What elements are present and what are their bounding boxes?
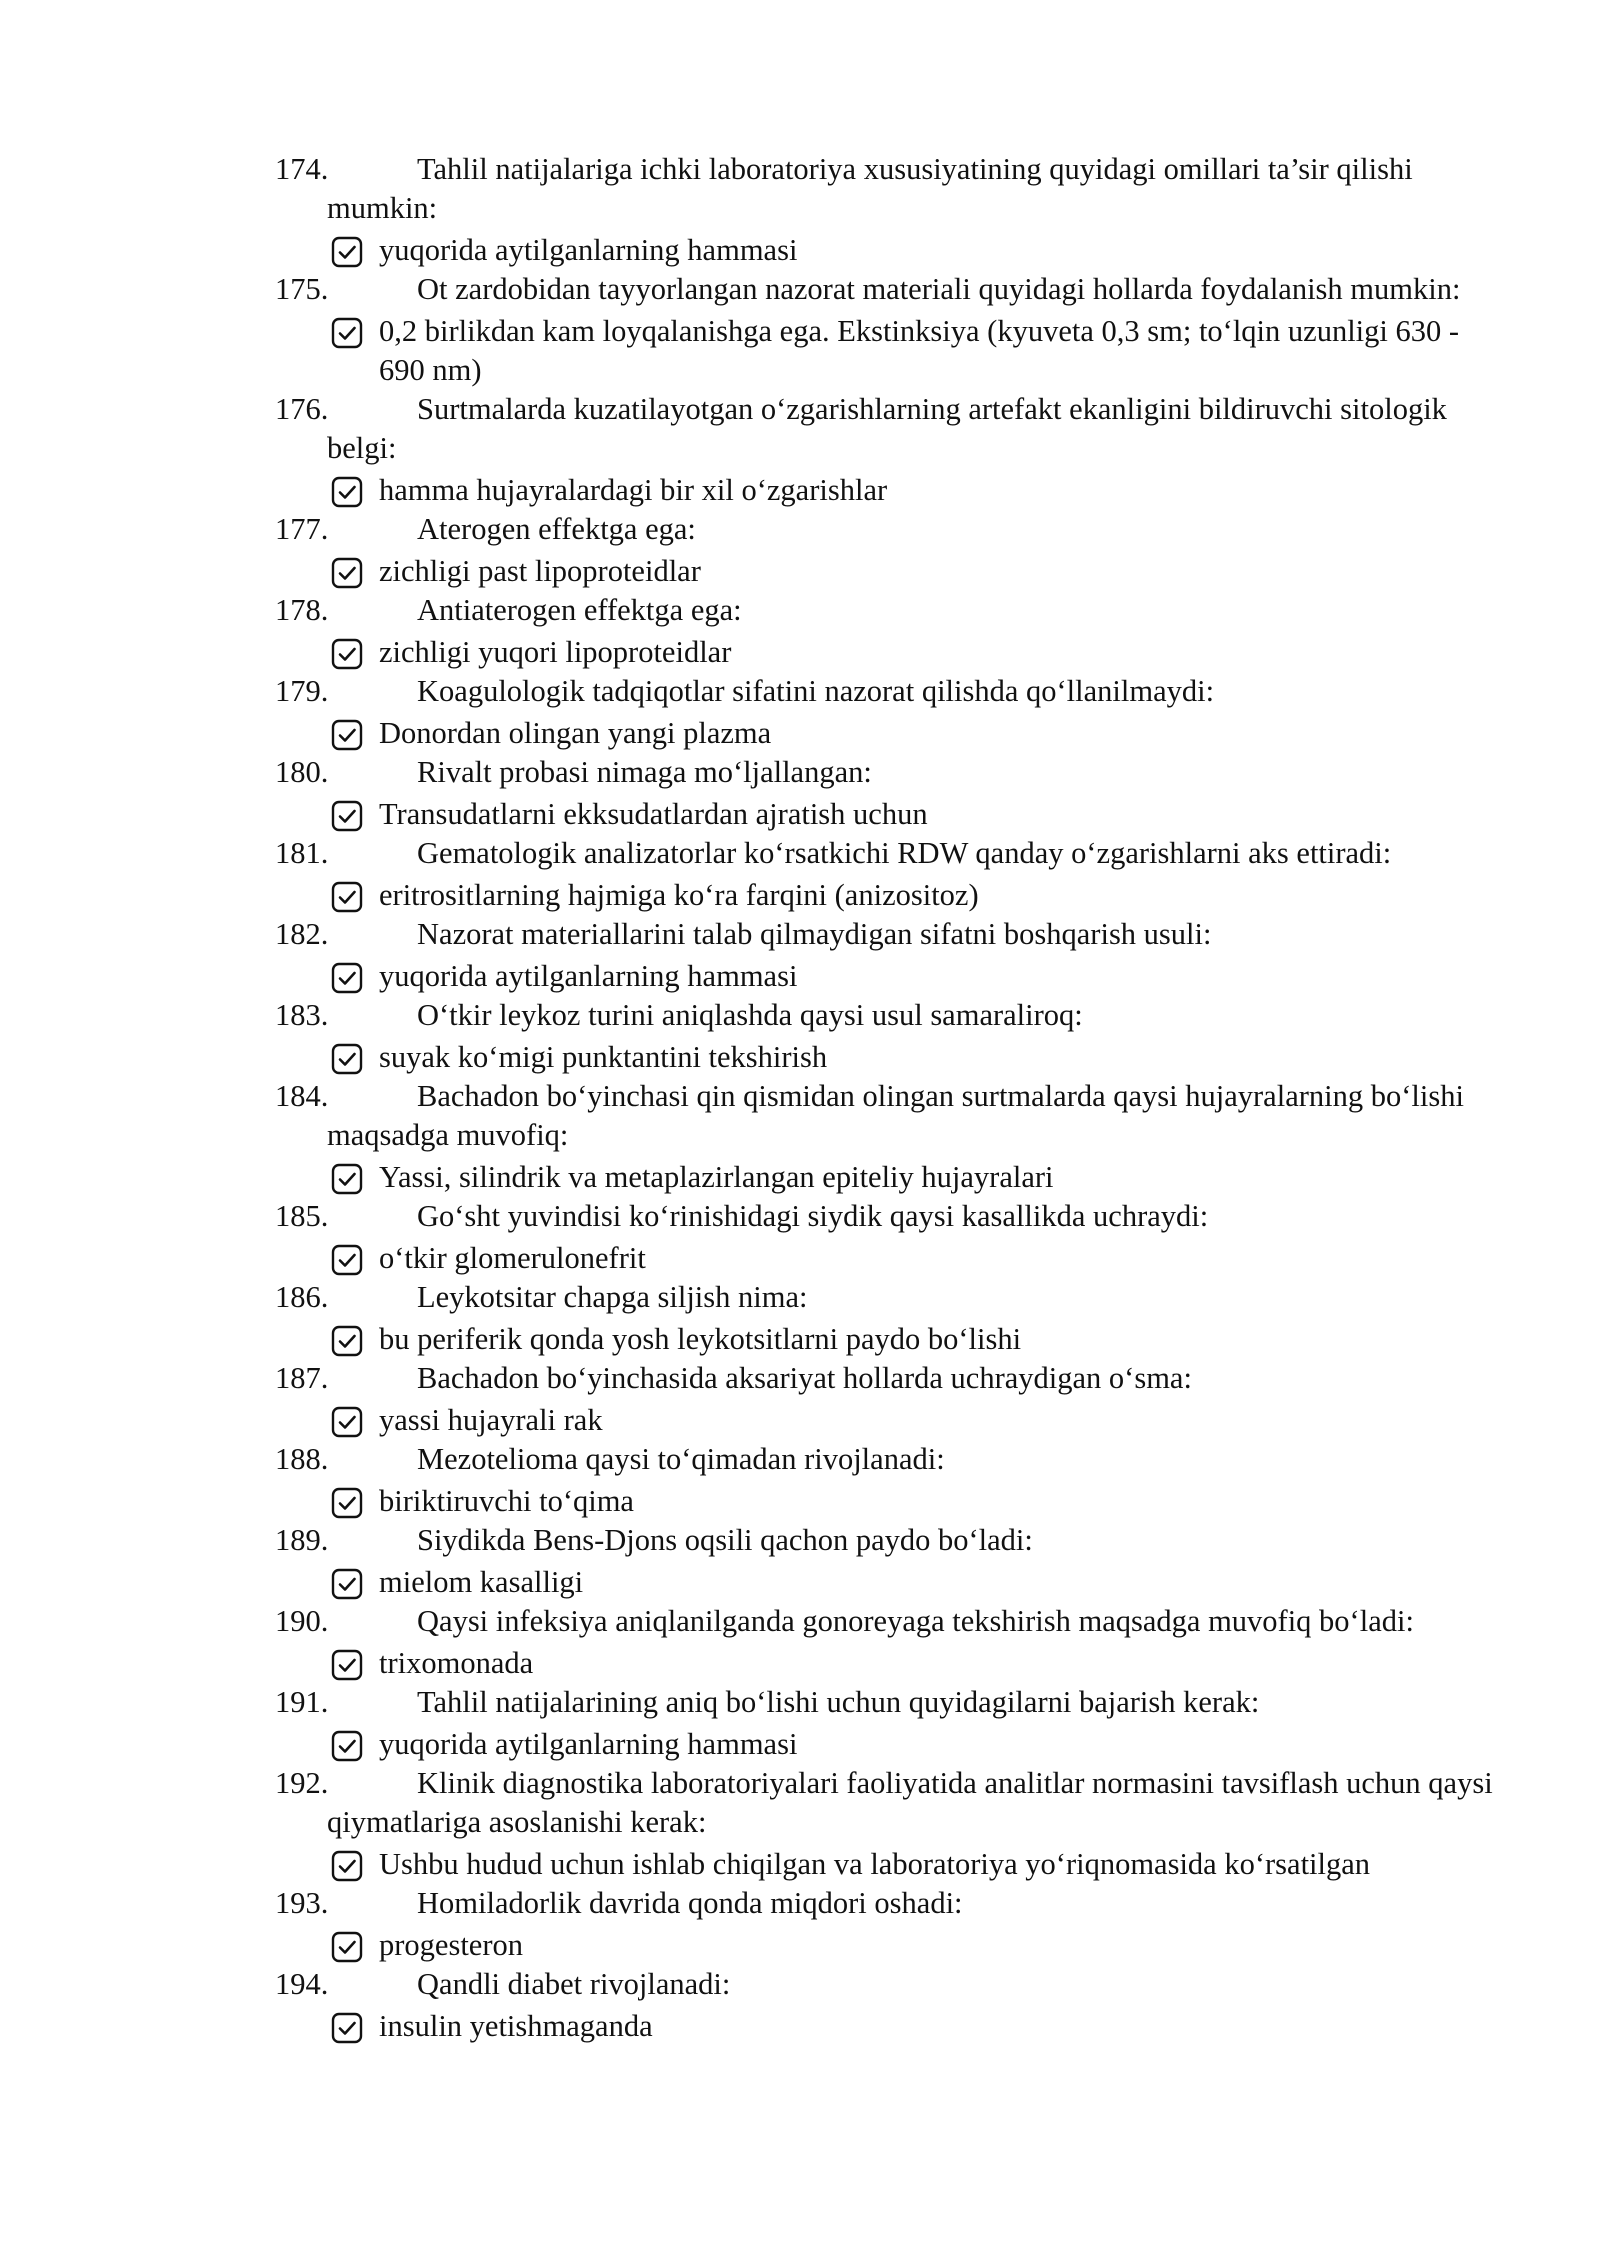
question-text: Leykotsitar chapga siljish nima: xyxy=(417,1280,808,1314)
answer-line xyxy=(331,471,1505,510)
question-text: Klinik diagnostika laboratoriyalari faoliyatida analitlar normasini tavsiflash uchun qaysi qiymatlariga asoslanishi kerak: xyxy=(327,1766,1493,1839)
checked-box-icon xyxy=(331,1325,363,1357)
question-text: Qandli diabet rivojlanadi: xyxy=(417,1967,731,2001)
checked-box-icon xyxy=(331,1043,363,1075)
question-text: Tahlil natijalarining aniq bo‘lishi uchun quyidagilarni bajarish kerak: xyxy=(417,1685,1260,1719)
question-number: 178. xyxy=(275,593,329,627)
question-line xyxy=(275,1440,1505,1479)
answer-line xyxy=(331,633,1505,672)
question-item xyxy=(275,1884,1505,1965)
answer-text: zichligi past lipoproteidlar xyxy=(379,554,701,588)
question-item xyxy=(275,150,1505,270)
question-item xyxy=(275,1077,1505,1197)
checked-box-icon xyxy=(331,800,363,832)
checked-box-icon xyxy=(331,638,363,670)
question-text: Nazorat materiallarini talab qilmaydigan sifatni boshqarish usuli: xyxy=(417,917,1212,951)
question-text: Gematologik analizatorlar ko‘rsatkichi RDW qanday o‘zgarishlarni aks ettiradi: xyxy=(417,836,1392,870)
answer-text: 0,2 birlikdan kam loyqalanishga ega. Ekstinksiya (kyuveta 0,3 sm; to‘lqin uzunligi 630 - 690 nm) xyxy=(379,314,1460,387)
answer-text: zichligi yuqori lipoproteidlar xyxy=(379,635,732,669)
question-number: 186. xyxy=(275,1280,329,1314)
question-item xyxy=(275,1521,1505,1602)
question-item xyxy=(275,1359,1505,1440)
answer-text: o‘tkir glomerulonefrit xyxy=(379,1241,646,1275)
question-line xyxy=(275,1965,1505,2004)
answer-text: yuqorida aytilganlarning hammasi xyxy=(379,959,798,993)
question-line xyxy=(275,150,1505,228)
answer-line xyxy=(331,714,1505,753)
question-number: 175. xyxy=(275,272,329,306)
question-line xyxy=(275,996,1505,1035)
question-item xyxy=(275,591,1505,672)
checked-box-icon xyxy=(331,2012,363,2044)
question-number: 176. xyxy=(275,392,329,426)
answer-text: yuqorida aytilganlarning hammasi xyxy=(379,1727,798,1761)
answer-text: hamma hujayralardagi bir xil o‘zgarishlar xyxy=(379,473,888,507)
answer-line xyxy=(331,1158,1505,1197)
question-line xyxy=(275,753,1505,792)
question-number: 189. xyxy=(275,1523,329,1557)
question-text: O‘tkir leykoz turini aniqlashda qaysi usul samaraliroq: xyxy=(417,998,1083,1032)
checked-box-icon xyxy=(331,1931,363,1963)
checked-box-icon xyxy=(331,719,363,751)
question-line xyxy=(275,510,1505,549)
question-number: 183. xyxy=(275,998,329,1032)
answer-line xyxy=(331,1239,1505,1278)
question-line xyxy=(275,1359,1505,1398)
question-text: Antiaterogen effektga ega: xyxy=(417,593,742,627)
question-line xyxy=(275,1278,1505,1317)
answer-text: bu periferik qonda yosh leykotsitlarni paydo bo‘lishi xyxy=(379,1322,1022,1356)
question-line xyxy=(275,915,1505,954)
question-item xyxy=(275,1197,1505,1278)
question-text: Koagulologik tadqiqotlar sifatini nazorat qilishda qo‘llanilmaydi: xyxy=(417,674,1215,708)
answer-line xyxy=(331,231,1505,270)
question-text: Ot zardobidan tayyorlangan nazorat materiali quyidagi hollarda foydalanish mumkin: xyxy=(417,272,1461,306)
answer-line xyxy=(331,957,1505,996)
question-number: 188. xyxy=(275,1442,329,1476)
answer-text: progesteron xyxy=(379,1928,523,1962)
question-text: Bachadon bo‘yinchasi qin qismidan olingan surtmalarda qaysi hujayralarning bo‘lishi maqsadga muvofiq: xyxy=(327,1079,1464,1152)
question-number: 191. xyxy=(275,1685,329,1719)
question-number: 174. xyxy=(275,152,329,186)
question-item xyxy=(275,1965,1505,2046)
question-line xyxy=(275,1197,1505,1236)
answer-line xyxy=(331,1320,1505,1359)
question-text: Aterogen effektga ega: xyxy=(417,512,696,546)
answer-text: suyak ko‘migi punktantini tekshirish xyxy=(379,1040,828,1074)
question-number: 194. xyxy=(275,1967,329,2001)
answer-text: Yassi, silindrik va metaplazirlangan epiteliy hujayralari xyxy=(379,1160,1054,1194)
question-text: Homiladorlik davrida qonda miqdori oshadi: xyxy=(417,1886,963,1920)
answer-text: yassi hujayrali rak xyxy=(379,1403,603,1437)
answer-text: yuqorida aytilganlarning hammasi xyxy=(379,233,798,267)
question-number: 187. xyxy=(275,1361,329,1395)
answer-text: trixomonada xyxy=(379,1646,534,1680)
checked-box-icon xyxy=(331,881,363,913)
question-number: 179. xyxy=(275,674,329,708)
answer-text: Transudatlarni ekksudatlardan ajratish uchun xyxy=(379,797,928,831)
checked-box-icon xyxy=(331,1406,363,1438)
answer-line xyxy=(331,312,1505,390)
question-text: Qaysi infeksiya aniqlanilganda gonoreyaga tekshirish maqsadga muvofiq bo‘ladi: xyxy=(417,1604,1414,1638)
question-number: 193. xyxy=(275,1886,329,1920)
checked-box-icon xyxy=(331,1730,363,1762)
question-text: Siydikda Bens-Djons oqsili qachon paydo bo‘ladi: xyxy=(417,1523,1033,1557)
answer-text: Donordan olingan yangi plazma xyxy=(379,716,772,750)
checked-box-icon xyxy=(331,1568,363,1600)
question-list xyxy=(275,150,1505,2046)
answer-line xyxy=(331,1845,1505,1884)
answer-line xyxy=(331,1644,1505,1683)
answer-line xyxy=(331,1401,1505,1440)
answer-line xyxy=(331,1725,1505,1764)
checked-box-icon xyxy=(331,476,363,508)
question-line xyxy=(275,1683,1505,1722)
answer-line xyxy=(331,876,1505,915)
checked-box-icon xyxy=(331,557,363,589)
question-item xyxy=(275,915,1505,996)
answer-text: biriktiruvchi to‘qima xyxy=(379,1484,634,1518)
answer-line xyxy=(331,1563,1505,1602)
question-item xyxy=(275,390,1505,510)
question-line xyxy=(275,1077,1505,1155)
answer-line xyxy=(331,2007,1505,2046)
question-text: Bachadon bo‘yinchasida aksariyat hollarda uchraydigan o‘sma: xyxy=(417,1361,1192,1395)
question-item xyxy=(275,1683,1505,1764)
question-item xyxy=(275,510,1505,591)
question-number: 184. xyxy=(275,1079,329,1113)
question-number: 181. xyxy=(275,836,329,870)
question-text: Go‘sht yuvindisi ko‘rinishidagi siydik qaysi kasallikda uchraydi: xyxy=(417,1199,1209,1233)
checked-box-icon xyxy=(331,1244,363,1276)
question-line xyxy=(275,390,1505,468)
question-line xyxy=(275,1602,1505,1641)
checked-box-icon xyxy=(331,317,363,349)
answer-line xyxy=(331,1926,1505,1965)
question-line xyxy=(275,270,1505,309)
question-number: 192. xyxy=(275,1766,329,1800)
question-number: 185. xyxy=(275,1199,329,1233)
question-item xyxy=(275,1764,1505,1884)
question-text: Mezotelioma qaysi to‘qimadan rivojlanadi: xyxy=(417,1442,945,1476)
answer-text: mielom kasalligi xyxy=(379,1565,584,1599)
question-text: Tahlil natijalariga ichki laboratoriya xususiyatining quyidagi omillari ta’sir qilishi mumkin: xyxy=(327,152,1413,225)
question-line xyxy=(275,591,1505,630)
answer-line xyxy=(331,552,1505,591)
question-text: Rivalt probasi nimaga mo‘ljallangan: xyxy=(417,755,872,789)
answer-text: Ushbu hudud uchun ishlab chiqilgan va laboratoriya yo‘riqnomasida ko‘rsatilgan xyxy=(379,1847,1371,1881)
checked-box-icon xyxy=(331,1163,363,1195)
question-item xyxy=(275,672,1505,753)
question-item xyxy=(275,996,1505,1077)
checked-box-icon xyxy=(331,236,363,268)
answer-text: insulin yetishmaganda xyxy=(379,2009,653,2043)
question-item xyxy=(275,1602,1505,1683)
answer-line xyxy=(331,795,1505,834)
question-text: Surtmalarda kuzatilayotgan o‘zgarishlarning artefakt ekanligini bildiruvchi sitologik belgi: xyxy=(327,392,1447,465)
answer-line xyxy=(331,1038,1505,1077)
answer-line xyxy=(331,1482,1505,1521)
checked-box-icon xyxy=(331,1850,363,1882)
checked-box-icon xyxy=(331,1487,363,1519)
answer-text: eritrositlarning hajmiga ko‘ra farqini (anizositoz) xyxy=(379,878,979,912)
question-number: 190. xyxy=(275,1604,329,1638)
question-number: 177. xyxy=(275,512,329,546)
question-line xyxy=(275,1764,1505,1842)
question-item xyxy=(275,1278,1505,1359)
question-item xyxy=(275,270,1505,390)
question-line xyxy=(275,672,1505,711)
question-line xyxy=(275,834,1505,873)
checked-box-icon xyxy=(331,962,363,994)
question-number: 180. xyxy=(275,755,329,789)
question-line xyxy=(275,1884,1505,1923)
question-number: 182. xyxy=(275,917,329,951)
checked-box-icon xyxy=(331,1649,363,1681)
question-item xyxy=(275,1440,1505,1521)
question-item xyxy=(275,834,1505,915)
question-item xyxy=(275,753,1505,834)
question-line xyxy=(275,1521,1505,1560)
